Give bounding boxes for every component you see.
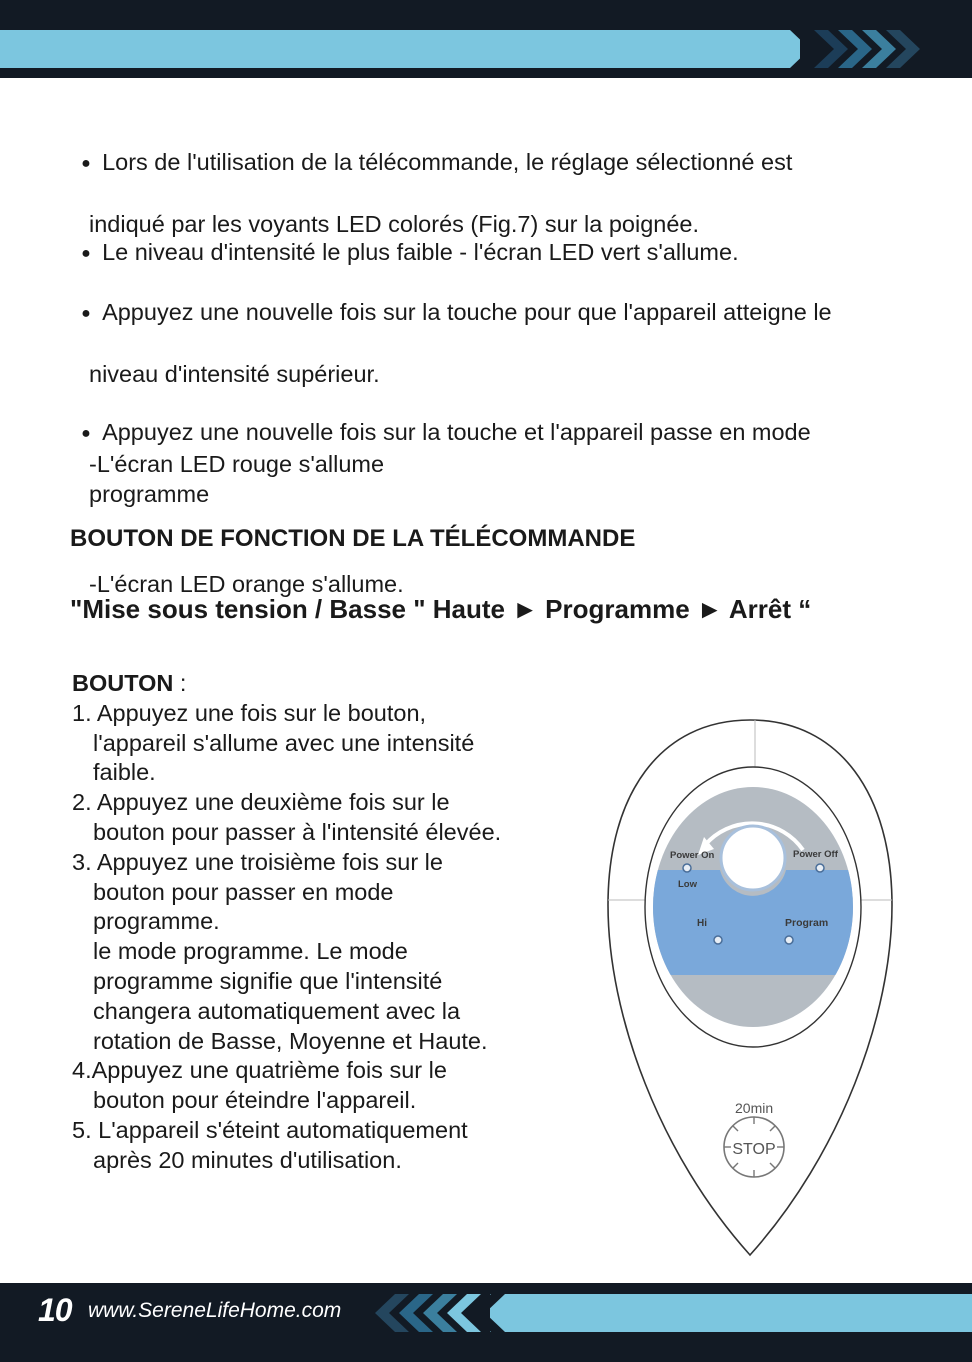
instruction-line: changera automatiquement avec la (93, 997, 461, 1024)
instruction-line: le mode programme. Le mode (93, 938, 408, 965)
page-number: 10 (38, 1292, 72, 1328)
instruction-line: bouton pour passer à l'intensité élevée. (93, 818, 502, 845)
website-link[interactable]: www.SereneLifeHome.com (88, 1299, 342, 1322)
instruction-line: faible. (93, 759, 156, 786)
label-hi: Hi (697, 918, 707, 929)
bullet-1-line-2: indiqué par les voyants LED colorés (Fig.7) sur la poignée. (89, 211, 700, 237)
led-power-off (816, 864, 824, 872)
bullet-icon: ● (81, 305, 91, 322)
bullet-1-line-1: Lors de l'utilisation de la télécommande, le réglage sélectionné est (102, 149, 793, 175)
button-instructions-title-suffix: : (173, 670, 187, 696)
instruction-line: 2. Appuyez une deuxième fois sur le (72, 789, 450, 816)
bullet-3-line-1: Appuyez une nouvelle fois sur la touche pour que l'appareil atteigne le (102, 299, 832, 325)
led-program (785, 936, 793, 944)
footer-chevrons-icon (365, 1290, 505, 1336)
bullet-3-line-2: niveau d'intensité supérieur. (89, 361, 380, 387)
header-chevrons-icon (790, 26, 930, 72)
instruction-line: 4.Appuyez une quatrième fois sur le (72, 1057, 447, 1084)
instruction-line: 1. Appuyez une fois sur le bouton, (72, 699, 427, 726)
instruction-line: après 20 minutes d'utilisation. (93, 1146, 402, 1173)
label-low: Low (678, 879, 697, 890)
led-power-on-low (683, 864, 691, 872)
header-accent-stripe (0, 30, 800, 68)
bullet-icon: ● (81, 155, 91, 172)
label-stop: STOP (732, 1141, 776, 1158)
instruction-line: bouton pour éteindre l'appareil. (93, 1087, 417, 1114)
instruction-line: programme. (93, 908, 220, 935)
instruction-line: rotation de Basse, Moyenne et Haute. (93, 1027, 488, 1054)
bullet-paragraph-2 (68, 207, 739, 269)
remote-control-illustration (600, 715, 900, 1265)
label-timer: 20min (735, 1100, 774, 1116)
bullet-paragraph-4 (68, 387, 811, 629)
bullet-4-line-2: programme (89, 481, 210, 507)
label-program: Program (785, 917, 829, 929)
instruction-line: l'appareil s'allume avec une intensité (93, 729, 475, 756)
section-heading: BOUTON DE FONCTION DE LA TÉLÉCOMMANDE (70, 525, 636, 552)
instruction-line: 5. L'appareil s'éteint automatiquement (72, 1116, 468, 1143)
bullet-2-line-1: Le niveau d'intensité le plus faible - l'écran LED vert s'allume. (102, 239, 739, 265)
bullet-3-line-3: -L'écran LED rouge s'allume (89, 451, 385, 477)
led-hi (714, 936, 722, 944)
label-power-on: Power On (670, 850, 715, 861)
instruction-line: programme signifie que l'intensité (93, 967, 443, 994)
bullet-icon: ● (81, 425, 91, 442)
footer-accent-stripe (490, 1294, 972, 1332)
button-sequence: "Mise sous tension / Basse " Haute ► Programme ► Arrêt “ (70, 594, 812, 624)
remote-main-button (721, 826, 785, 890)
button-instructions-title: BOUTON (72, 670, 174, 696)
bullet-icon: ● (81, 245, 91, 262)
bullet-4-line-3: -L'écran LED orange s'allume. (89, 571, 404, 597)
bullet-4-line-1: Appuyez une nouvelle fois sur la touche et l'appareil passe en mode (102, 419, 811, 445)
instruction-line: 3. Appuyez une troisième fois sur le (72, 848, 443, 875)
button-instructions (72, 669, 501, 1176)
instruction-line: bouton pour passer en mode (93, 878, 394, 905)
label-power-off: Power Off (793, 849, 838, 860)
